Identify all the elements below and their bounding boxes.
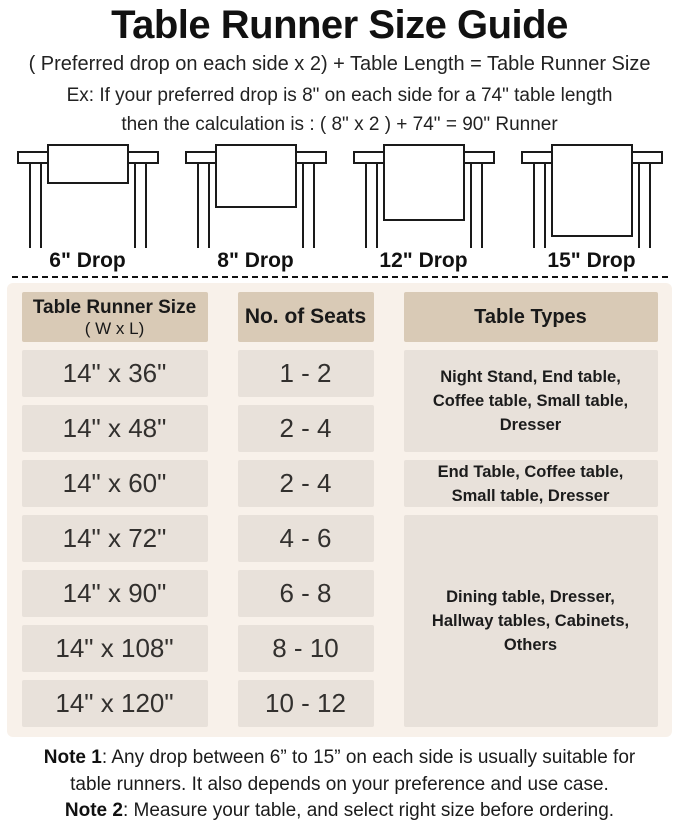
- table-illustration-8in: [182, 144, 330, 248]
- runner-drape: [47, 144, 129, 184]
- drop-labels-row: [14, 249, 666, 273]
- drop-illustrations: [14, 144, 666, 248]
- runner-size-cell: 14" x 48": [22, 405, 208, 452]
- table-leg: [29, 162, 42, 248]
- table-leg: [533, 162, 546, 248]
- note-2-line1: : Measure your table, and select right size before ordering.: [122, 800, 615, 821]
- note-1: [0, 745, 679, 798]
- header-no-of-seats: No. of Seats: [238, 292, 374, 342]
- table-leg: [197, 162, 210, 248]
- table-leg: [134, 162, 147, 248]
- runner-size-cell: 14" x 72": [22, 515, 208, 562]
- table-illustration-6in: [14, 144, 162, 248]
- seats-cell: 8 - 10: [238, 625, 374, 672]
- seats-cell: 4 - 6: [238, 515, 374, 562]
- header-runner-size-line2: ( W x L): [84, 318, 145, 338]
- drop-label-12in: 12" Drop: [379, 249, 468, 272]
- runner-size-cell: 14" x 60": [22, 460, 208, 507]
- note-1-label: Note 1: [43, 747, 102, 768]
- note-2-label: Note 2: [64, 800, 123, 821]
- runner-size-cell: 14" x 108": [22, 625, 208, 672]
- seats-cell: 2 - 4: [238, 405, 374, 452]
- runner-drape: [215, 144, 297, 208]
- header-runner-size-line1: Table Runner Size: [32, 296, 197, 318]
- note-1-line2: table runners. It also depends on your preference and use case.: [70, 773, 609, 795]
- seats-cell: 6 - 8: [238, 570, 374, 617]
- note-1-line1: : Any drop between 6” to 15” on each side is usually suitable for: [101, 747, 636, 768]
- table-types-group-large: Dining table, Dresser, Hallway tables, Cabinets, Others: [404, 515, 658, 727]
- dashed-divider: [12, 276, 668, 278]
- runner-size-cell: 14" x 120": [22, 680, 208, 727]
- table-types-group-small: Night Stand, End table, Coffee table, Small table, Dresser: [404, 350, 658, 452]
- table-leg: [302, 162, 315, 248]
- table-illustration-12in: [350, 144, 498, 248]
- note-2: [0, 798, 679, 825]
- formula-line: ( Preferred drop on each side x 2) + Table Length = Table Runner Size: [28, 53, 651, 75]
- runner-size-cell: 14" x 36": [22, 350, 208, 397]
- table-types-group-medium: End Table, Coffee table, Small table, Dresser: [404, 460, 658, 507]
- seats-cell: 2 - 4: [238, 460, 374, 507]
- drop-label-15in: 15" Drop: [547, 249, 636, 272]
- drop-label-6in: 6" Drop: [49, 249, 126, 272]
- drop-label-8in: 8" Drop: [217, 249, 294, 272]
- page-title: Table Runner Size Guide: [111, 3, 568, 47]
- size-guide-panel: [7, 283, 672, 737]
- table-leg: [470, 162, 483, 248]
- notes-section: [0, 745, 679, 825]
- size-guide-table: [7, 292, 672, 727]
- table-leg: [365, 162, 378, 248]
- header-table-types: Table Types: [404, 292, 658, 342]
- example-line-1: Ex: If your preferred drop is 8" on each side for a 74" table length: [66, 85, 613, 106]
- seats-cell: 1 - 2: [238, 350, 374, 397]
- example-line-2: then the calculation is : ( 8" x 2 ) + 74" = 90" Runner: [121, 114, 558, 135]
- table-leg: [638, 162, 651, 248]
- runner-size-cell: 14" x 90": [22, 570, 208, 617]
- table-illustration-15in: [518, 144, 666, 248]
- header-runner-size: [22, 292, 208, 342]
- runner-drape: [383, 144, 465, 221]
- seats-cell: 10 - 12: [238, 680, 374, 727]
- runner-drape: [551, 144, 633, 237]
